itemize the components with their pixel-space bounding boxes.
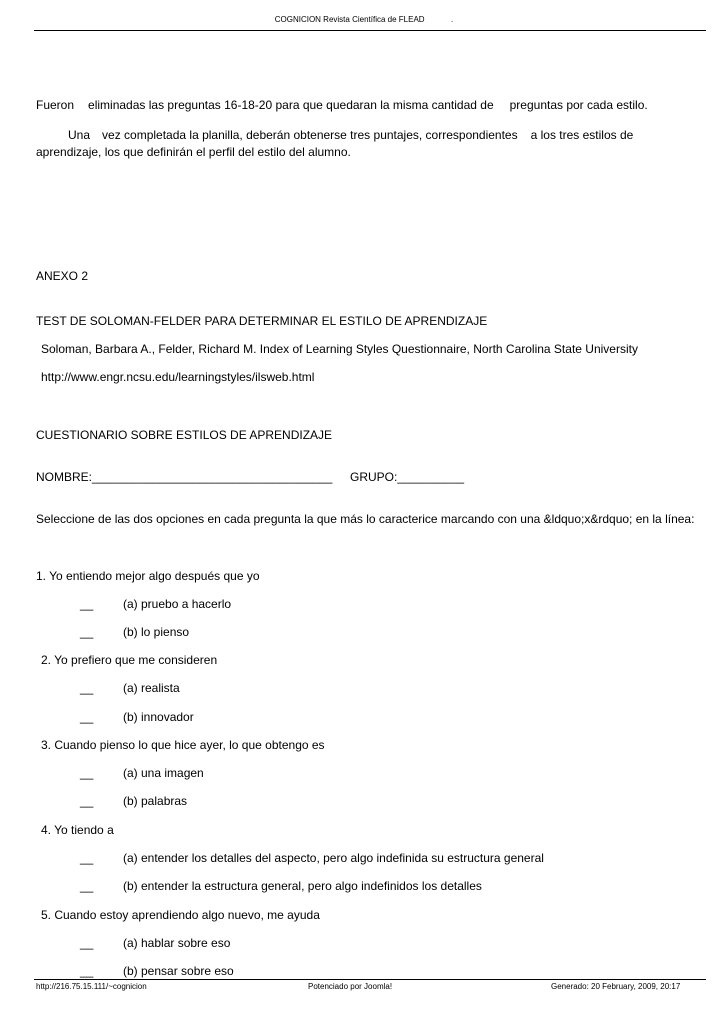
footer-url[interactable]: http://216.75.15.111/~cognicion (36, 982, 147, 991)
name-field[interactable]: NOMBRE:____________________________________ (36, 470, 333, 484)
option-b: (b) lo pienso (123, 625, 190, 639)
header-dot: . (451, 15, 454, 24)
page-header (0, 15, 728, 24)
question-2: 2. Yo prefiero que me consideren (41, 653, 218, 667)
footer-rule (34, 979, 706, 980)
intro-text: Una (68, 128, 91, 142)
answer-blank[interactable]: __ (80, 625, 94, 639)
header-title: COGNICION Revista Científica de FLEAD (274, 15, 425, 24)
question-5: 5. Cuando estoy aprendiendo algo nuevo, me ayuda (41, 908, 320, 922)
instructions: Seleccione de las dos opciones en cada pregunta la que más lo caracterice marcando con una &ldquo;x&rdquo; en la línea: (36, 512, 695, 526)
option-b: (b) entender la estructura general, pero algo indefinidos los detalles (123, 879, 482, 893)
question-1: 1. Yo entiendo mejor algo después que yo (36, 569, 260, 583)
citation: Soloman, Barbara A., Felder, Richard M. Index of Learning Styles Questionnaire, North Carolina State University (41, 342, 638, 356)
test-title: TEST DE SOLOMAN-FELDER PARA DETERMINAR EL ESTILO DE APRENDIZAJE (36, 314, 488, 328)
annex-title: ANEXO 2 (36, 269, 89, 283)
answer-blank[interactable]: __ (80, 710, 94, 724)
answer-blank[interactable]: __ (80, 964, 94, 978)
answer-blank[interactable]: __ (80, 936, 94, 950)
intro-text: a los tres estilos de (530, 128, 634, 142)
answer-blank[interactable]: __ (80, 597, 94, 611)
header-rule (34, 30, 706, 31)
answer-blank[interactable]: __ (80, 681, 94, 695)
intro-paragraph-2-line-2: aprendizaje, los que definirán el perfil del estilo del alumno. (36, 145, 351, 159)
option-a: (a) realista (123, 681, 180, 695)
option-b: (b) palabras (123, 794, 188, 808)
intro-paragraph-2-line-1 (68, 127, 633, 144)
footer-generated: Generado: 20 February, 2009, 20:17 (551, 982, 681, 991)
intro-text: eliminadas las preguntas 16-18-20 para que quedaran la misma cantidad de (88, 98, 494, 112)
reference-link[interactable]: http://www.engr.ncsu.edu/learningstyles/ilsweb.html (41, 370, 315, 384)
option-b: (b) pensar sobre eso (123, 964, 234, 978)
answer-blank[interactable]: __ (80, 879, 94, 893)
intro-text: preguntas por cada estilo. (509, 98, 648, 112)
answer-blank[interactable]: __ (80, 851, 94, 865)
answer-blank[interactable]: __ (80, 766, 94, 780)
option-a: (a) pruebo a hacerlo (123, 597, 232, 611)
option-b: (b) innovador (123, 710, 194, 724)
question-3: 3. Cuando pienso lo que hice ayer, lo que obtengo es (41, 738, 325, 752)
option-a: (a) hablar sobre eso (123, 936, 231, 950)
intro-paragraph-1 (36, 97, 648, 114)
intro-text: vez completada la planilla, deberán obtenerse tres puntajes, correspondientes (102, 128, 518, 142)
intro-text: Fueron (36, 98, 75, 112)
option-a: (a) entender los detalles del aspecto, pero algo indefinida su estructura general (123, 851, 544, 865)
answer-blank[interactable]: __ (80, 794, 94, 808)
option-a: (a) una imagen (123, 766, 204, 780)
group-field[interactable]: GRUPO:__________ (350, 470, 465, 484)
footer-powered: Potenciado por Joomla! (308, 982, 393, 991)
question-4: 4. Yo tiendo a (41, 823, 114, 837)
questionnaire-title: CUESTIONARIO SOBRE ESTILOS DE APRENDIZAJE (36, 428, 333, 442)
